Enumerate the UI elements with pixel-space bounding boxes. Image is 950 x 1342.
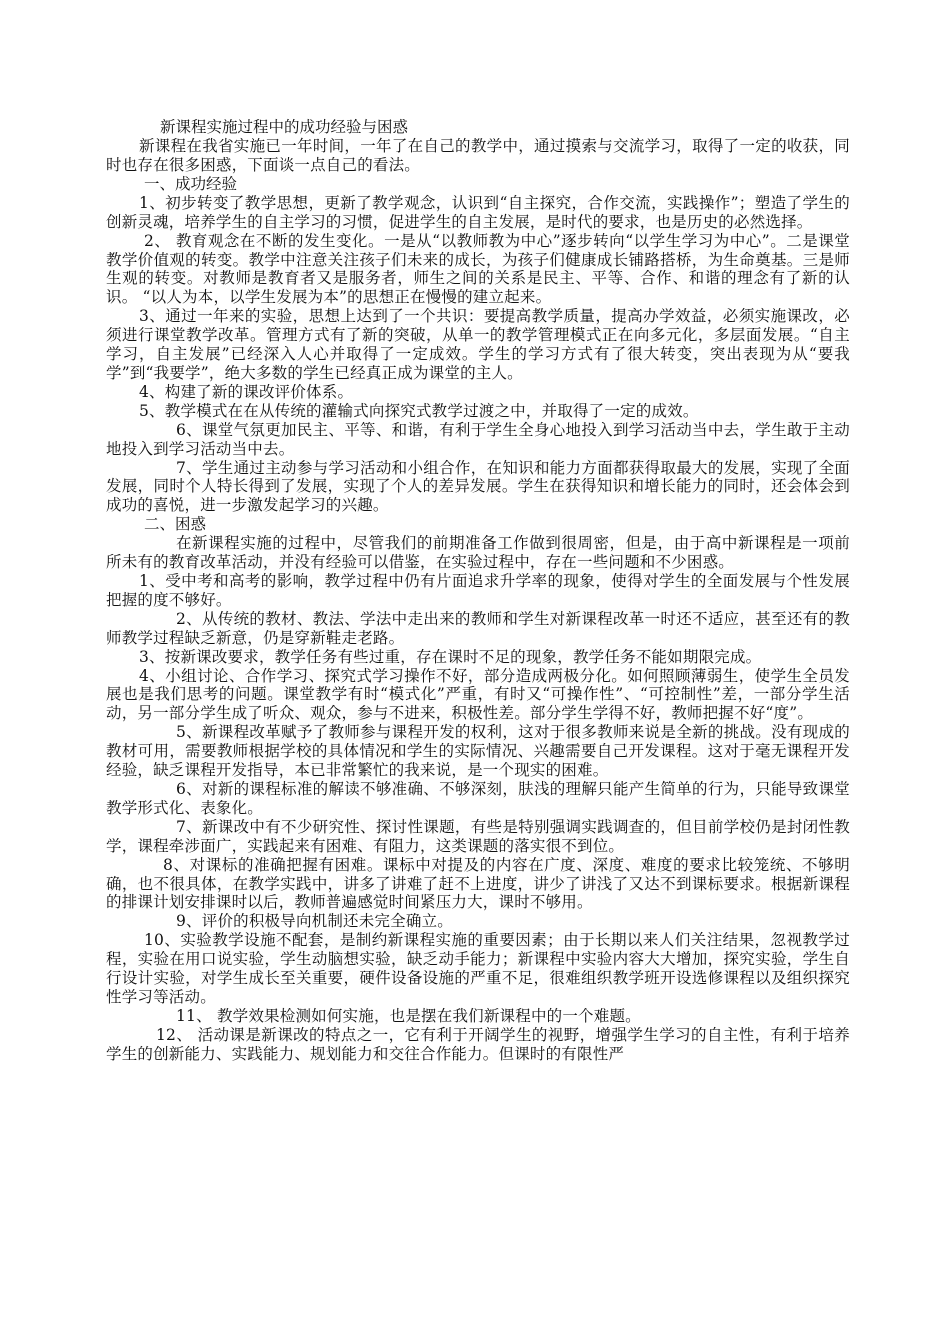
intro-paragraph: 新课程在我省实施已一年时间，一年了在自己的教学中，通过摸索与交流学习，取得了一定的收获，同时也存在很多困惑，下面谈一点自己的看法。 bbox=[106, 137, 850, 174]
paragraph: 1、初步转变了教学思想，更新了教学观念，认识到“自主探究，合作交流，实践操作”；塑造了学生的创新灵魂，培养学生的自主学习的习惯，促进学生的自主发展，是时代的要求，也是历史的必然选择。 bbox=[106, 193, 850, 231]
paragraph: 4、构建了新的课改评价体系。 bbox=[139, 382, 354, 401]
paragraph: 5、教学模式在在从传统的灌输式向探究式教学过渡之中，并取得了一定的成效。 bbox=[139, 401, 699, 420]
paragraph: 在新课程实施的过程中，尽管我们的前期准备工作做到很周密，但是，由于高中新课程是一项前所未有的教育改革活动，并没有经验可以借鉴，在实验过程中，存在一些问题和不少困惑。 bbox=[106, 534, 850, 572]
section-heading-success: 一、成功经验 bbox=[144, 174, 238, 193]
paragraph: 9、评价的积极导向机制还未完全确立。 bbox=[176, 912, 453, 931]
paragraph: 7、新课改中有不少研究性、探讨性课题，有些是特别强调实践调查的，但目前学校仍是封闭性教学，课程牵涉面广，实践起来有困难、有阻力，这类课题的落实很不到位。 bbox=[106, 817, 850, 855]
paragraph: 1、受中考和高考的影响，教学过程中仍有片面追求升学率的现象，使得对学生的全面发展与个性发展把握的度不够好。 bbox=[106, 572, 850, 609]
paragraph: 6、课堂气氛更加民主、平等、和谐，有利于学生全身心地投入到学习活动当中去，学生敢于主动地投入到学习活动当中去。 bbox=[106, 420, 850, 458]
paragraph: 3、通过一年来的实验，思想上达到了一个共识：要提高教学质量，提高办学效益，必须实施课改，必须进行课堂教学改革。管理方式有了新的突破，从单一的教学管理模式正在向多元化，多层面发展。“自主学习，自主发展”已经深入人心并取得了一定成效。学生的学习方式有了很大转变，突出表现为从“要我学”到“我要学”，绝大多数的学生已经真正成为课堂的主人。 bbox=[106, 307, 850, 382]
paragraph: 5、新课程改革赋予了教师参与课程开发的权利，这对于很多教师来说是全新的挑战。没有现成的教材可用，需要教师根据学校的具体情况和学生的实际情况、兴趣需要自己开发课程。这对于毫无课程开发经验，缺乏课程开发指导，本已非常繁忙的我来说，是一个现实的困难。 bbox=[106, 723, 850, 780]
paragraph: 6、对新的课程标准的解读不够准确、不够深刻，肤浅的理解只能产生简单的行为，只能导致课堂教学形式化、表象化。 bbox=[106, 780, 850, 817]
paragraph: 4、小组讨论、合作学习、探究式学习操作不好，部分造成两极分化。如何照顾薄弱生，使学生全员发展也是我们思考的问题。课堂教学有时“模式化”严重，有时又“可操作性”、“可控制性”差，一部分学生活动，另一部分学生成了听众、观众，参与不进来，积极性差。部分学生学得不好，教师把握不好“度”。 bbox=[106, 666, 850, 723]
document-title: 新课程实施过程中的成功经验与困惑 bbox=[160, 118, 409, 136]
paragraph: 10、实验教学设施不配套，是制约新课程实施的重要因素；由于长期以来人们关注结果，忽视教学过程，实验在用口说实验，学生动脑想实验，缺乏动手能力；新课程中实验内容大大增加，探究实验，学生自行设计实验，对学生成长至关重要，硬件设备设施的严重不足，很难组织教学班开设选修课程以及组织探究性学习等活动。 bbox=[106, 931, 850, 1006]
paragraph: 3、按新课改要求，教学任务有些过重，存在课时不足的现象，教学任务不能如期限完成。 bbox=[139, 647, 762, 666]
paragraph: 8、对课标的准确把握有困难。课标中对提及的内容在广度、深度、难度的要求比较笼统、不够明确，也不很具体，在教学实践中，讲多了讲难了赶不上进度，讲少了讲浅了又达不到课标要求。根据新课程的排课计划安排课时以后，教师普遍感觉时间紧压力大，课时不够用。 bbox=[106, 855, 850, 912]
paragraph: 12、 活动课是新课改的特点之一，它有利于开阔学生的视野，增强学生学习的自主性，有利于培养学生的创新能力、实践能力、规划能力和交往合作能力。但课时的有限性严 bbox=[106, 1025, 850, 1063]
paragraph: 2、 教育观念在不断的发生变化。一是从“以教师教为中心”逐步转向“以学生学习为中心”。二是课堂教学价值观的转变。教学中注意关注孩子们未来的成长，为孩子们健康成长铺路搭桥，为生命奠基。三是师生观的转变。对教师是教育者又是服务者，师生之间的关系是民主、平等、合作、和谐的理念有了新的认识。 “以人为本，以学生发展为本”的思想正在慢慢的建立起来。 bbox=[106, 231, 850, 307]
paragraph: 2、从传统的教材、教法、学法中走出来的教师和学生对新课程改革一时还不适应，甚至还有的教师教学过程缺乏新意，仍是穿新鞋走老路。 bbox=[106, 609, 850, 647]
document-body bbox=[106, 118, 850, 1064]
section-heading-confusion: 二、困惑 bbox=[144, 515, 207, 534]
paragraph: 7、学生通过主动参与学习活动和小组合作，在知识和能力方面都获得取最大的发展，实现了全面发展，同时个人特长得到了发展，实现了个人的差异发展。学生在获得知识和增长能力的同时，还会体会到成功的喜悦，进一步激发起学习的兴趣。 bbox=[106, 458, 850, 515]
paragraph: 11、 教学效果检测如何实施，也是摆在我们新课程中的一个难题。 bbox=[176, 1006, 641, 1025]
